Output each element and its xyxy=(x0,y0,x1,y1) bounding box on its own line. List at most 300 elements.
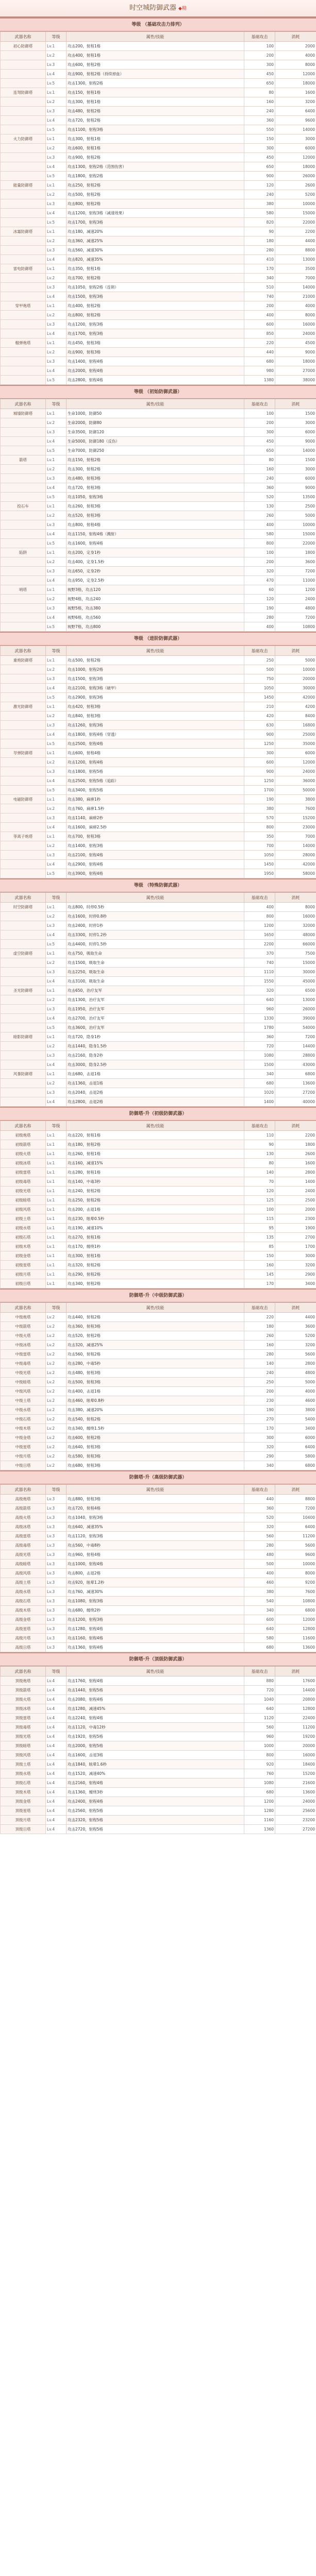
table-row xyxy=(1,758,316,767)
attribute-cell: 攻击400，射程2格 xyxy=(66,301,244,311)
base-attack-cell: 700 xyxy=(244,841,275,851)
attribute-cell: 攻击2400，时停1秒 xyxy=(66,921,244,930)
level-cell: Lv.1 xyxy=(46,1187,66,1196)
cost-cell: 27000 xyxy=(275,366,316,376)
attribute-cell: 攻击190，减速10% xyxy=(66,1224,244,1233)
base-attack-cell: 100 xyxy=(244,409,275,418)
attribute-cell: 攻击450，射程3格 xyxy=(66,338,244,348)
cost-cell: 14000 xyxy=(275,841,316,851)
level-cell: Lv.4 xyxy=(46,329,66,338)
weapon-name-cell xyxy=(1,776,46,786)
attribute-cell: 攻击400，击退1格 xyxy=(66,1387,244,1396)
weapon-name-cell xyxy=(1,804,46,814)
base-attack-cell: 1950 xyxy=(244,869,275,878)
base-attack-cell: 160 xyxy=(244,97,275,107)
weapon-name-cell: 初级土塔 xyxy=(1,1214,46,1224)
level-cell: Lv.2 xyxy=(46,97,66,107)
column-header: 消耗 xyxy=(275,1121,316,1131)
level-cell: Lv.4 xyxy=(46,1760,66,1769)
cost-cell: 7200 xyxy=(275,567,316,576)
section-header: 等级 （初始防御武器） xyxy=(0,385,316,399)
cost-cell: 2500 xyxy=(275,1196,316,1205)
weapon-table xyxy=(0,399,316,632)
base-attack-cell: 1120 xyxy=(244,1714,275,1723)
base-attack-cell: 760 xyxy=(244,1769,275,1778)
base-attack-cell: 1450 xyxy=(244,693,275,702)
level-cell: Lv.1 xyxy=(46,1261,66,1270)
column-header: 等级 xyxy=(46,1667,66,1676)
attribute-cell: 攻击1360，射程4格 xyxy=(66,1643,244,1652)
weapon-name-cell xyxy=(1,428,46,437)
table-row xyxy=(1,1741,316,1751)
weapon-name-cell xyxy=(1,674,46,684)
weapon-section xyxy=(0,878,316,1107)
base-attack-cell: 450 xyxy=(244,70,275,79)
table-row xyxy=(1,1270,316,1279)
table-row xyxy=(1,604,316,613)
section-header: 防御塔·升（顶级防御武器） xyxy=(0,1652,316,1666)
weapon-name-cell: 高级金塔 xyxy=(1,1615,46,1624)
base-attack-cell: 1200 xyxy=(244,921,275,930)
cost-cell: 3800 xyxy=(275,1405,316,1415)
weapon-name-cell: 初级星塔 xyxy=(1,1261,46,1270)
base-attack-cell: 1080 xyxy=(244,1051,275,1060)
table-row xyxy=(1,60,316,70)
weapon-name-cell: 顶级金塔 xyxy=(1,1797,46,1806)
column-header: 武器名称 xyxy=(1,32,46,42)
attribute-cell: 攻击1160，射程4格 xyxy=(66,1634,244,1643)
attribute-cell: 攻击580，射程3格 xyxy=(66,1452,244,1461)
level-cell: Lv.4 xyxy=(46,1769,66,1778)
base-attack-cell: 135 xyxy=(244,1233,275,1242)
attribute-cell: 攻击1080，射程3格 xyxy=(66,1597,244,1606)
weapon-name-cell: 连弩防御塔 xyxy=(1,88,46,97)
column-header: 消耗 xyxy=(275,1303,316,1313)
table-row xyxy=(1,1788,316,1797)
level-cell: Lv.2 xyxy=(46,958,66,968)
level-cell: Lv.3 xyxy=(46,1587,66,1597)
attribute-cell: 攻击1280，射程4格 xyxy=(66,1624,244,1634)
level-cell: Lv.3 xyxy=(46,1578,66,1587)
base-attack-cell: 140 xyxy=(244,1359,275,1368)
table-row xyxy=(1,576,316,585)
cost-cell: 22400 xyxy=(275,1714,316,1723)
level-cell: Lv.2 xyxy=(46,1452,66,1461)
cost-cell: 10000 xyxy=(275,665,316,674)
base-attack-cell: 640 xyxy=(244,1624,275,1634)
weapon-name-cell: 中级冰塔 xyxy=(1,1341,46,1350)
attribute-cell: 攻击1440，隐身1.5秒 xyxy=(66,1042,244,1051)
cost-cell: 8000 xyxy=(275,1569,316,1578)
attribute-cell: 攻击2900，射程4格 xyxy=(66,860,244,869)
cost-cell: 5200 xyxy=(275,190,316,199)
table-row xyxy=(1,1686,316,1695)
table-row xyxy=(1,968,316,977)
base-attack-cell: 650 xyxy=(244,79,275,88)
table-row xyxy=(1,1415,316,1424)
cost-cell: 58000 xyxy=(275,869,316,878)
cost-cell: 7200 xyxy=(275,613,316,622)
cost-cell: 3200 xyxy=(275,1261,316,1270)
table-row xyxy=(1,1461,316,1470)
base-attack-cell: 270 xyxy=(244,1415,275,1424)
cost-cell: 13000 xyxy=(275,995,316,1005)
column-header: 消耗 xyxy=(275,1485,316,1495)
level-cell: Lv.5 xyxy=(46,493,66,502)
attribute-cell: 攻击500，射程2格 xyxy=(66,190,244,199)
weapon-name-cell: 初级冰塔 xyxy=(1,1159,46,1168)
cost-cell: 12000 xyxy=(275,70,316,79)
base-attack-cell: 145 xyxy=(244,1270,275,1279)
level-cell: Lv.3 xyxy=(46,1643,66,1652)
weapon-name-cell: 中级星塔 xyxy=(1,1443,46,1452)
base-attack-cell: 1080 xyxy=(244,1778,275,1788)
base-attack-cell: 200 xyxy=(244,51,275,60)
table-row xyxy=(1,1541,316,1550)
cost-cell: 13600 xyxy=(275,1079,316,1088)
cost-cell: 7000 xyxy=(275,832,316,841)
base-attack-cell: 820 xyxy=(244,218,275,227)
level-cell: Lv.1 xyxy=(46,1270,66,1279)
level-cell: Lv.1 xyxy=(46,227,66,236)
table-row xyxy=(1,567,316,576)
table-row xyxy=(1,227,316,236)
level-cell: Lv.3 xyxy=(46,320,66,329)
cost-cell: 10800 xyxy=(275,1597,316,1606)
attribute-cell: 攻击960，射程4格 xyxy=(66,1550,244,1560)
base-attack-cell: 1450 xyxy=(244,860,275,869)
weapon-table xyxy=(0,31,316,385)
base-attack-cell: 360 xyxy=(244,1504,275,1513)
weapon-name-cell: 冰霜防御塔 xyxy=(1,227,46,236)
base-attack-cell: 1500 xyxy=(244,1060,275,1070)
table-row xyxy=(1,366,316,376)
attribute-cell: 攻击820，减速35% xyxy=(66,255,244,264)
attribute-cell: 攻击2320，射程5格 xyxy=(66,1816,244,1825)
base-attack-cell: 60 xyxy=(244,585,275,595)
weapon-name-cell xyxy=(1,758,46,767)
base-attack-cell: 520 xyxy=(244,493,275,502)
base-attack-cell: 640 xyxy=(244,995,275,1005)
weapon-name-cell: 高级水塔 xyxy=(1,1587,46,1597)
base-attack-cell: 90 xyxy=(244,1140,275,1149)
weapon-name-cell: 高级星塔 xyxy=(1,1624,46,1634)
weapon-name-cell xyxy=(1,274,46,283)
weapon-name-cell: 中级土塔 xyxy=(1,1396,46,1405)
column-header: 等级 xyxy=(46,893,66,903)
weapon-name-cell: 重炮防御塔 xyxy=(1,656,46,665)
level-cell: Lv.3 xyxy=(46,428,66,437)
column-header: 基础攻击 xyxy=(244,1485,275,1495)
base-attack-cell: 70 xyxy=(244,1177,275,1187)
level-cell: Lv.2 xyxy=(46,1461,66,1470)
level-cell: Lv.3 xyxy=(46,1541,66,1550)
level-cell: Lv.4 xyxy=(46,530,66,539)
base-attack-cell: 300 xyxy=(244,60,275,70)
level-cell: Lv.4 xyxy=(46,1723,66,1732)
weapon-name-cell: 高级雷塔 xyxy=(1,1532,46,1541)
table-row xyxy=(1,1014,316,1023)
level-cell: Lv.3 xyxy=(46,1504,66,1513)
table-row xyxy=(1,70,316,79)
cost-cell: 7600 xyxy=(275,804,316,814)
attribute-cell: 攻击1400，射程4格 xyxy=(66,357,244,366)
cost-cell: 2200 xyxy=(275,227,316,236)
weapon-name-cell: 高级石塔 xyxy=(1,1597,46,1606)
level-cell: Lv.4 xyxy=(46,730,66,739)
base-attack-cell: 800 xyxy=(244,912,275,921)
column-header: 基础攻击 xyxy=(244,646,275,656)
cost-cell: 4400 xyxy=(275,1313,316,1322)
table-row xyxy=(1,1242,316,1251)
weapon-name-cell: 导弹防御塔 xyxy=(1,749,46,758)
table-row xyxy=(1,311,316,320)
level-cell: Lv.1 xyxy=(46,749,66,758)
cost-cell: 22000 xyxy=(275,218,316,227)
column-header: 消耗 xyxy=(275,646,316,656)
base-attack-cell: 400 xyxy=(244,520,275,530)
weapon-name-cell: 中级光塔 xyxy=(1,1368,46,1378)
base-attack-cell: 250 xyxy=(244,656,275,665)
level-cell: Lv.2 xyxy=(46,1396,66,1405)
table-row xyxy=(1,749,316,758)
attribute-cell: 攻击1440，射程5格 xyxy=(66,1686,244,1695)
cost-cell: 38000 xyxy=(275,376,316,385)
base-attack-cell: 1360 xyxy=(244,1825,275,1834)
cost-cell: 21600 xyxy=(275,1778,316,1788)
table-row xyxy=(1,1279,316,1289)
table-row xyxy=(1,1233,316,1242)
attribute-cell: 攻击720，射程4格 xyxy=(66,1504,244,1513)
attribute-cell: 攻击200，击退1格 xyxy=(66,1205,244,1214)
cost-cell: 16000 xyxy=(275,320,316,329)
table-row xyxy=(1,1187,316,1196)
cost-cell: 8400 xyxy=(275,711,316,721)
cost-cell: 1500 xyxy=(275,455,316,465)
cost-cell: 4200 xyxy=(275,702,316,711)
table-row xyxy=(1,912,316,921)
table-row xyxy=(1,1643,316,1652)
weapon-name-cell: 风暴防御塔 xyxy=(1,1070,46,1079)
cost-cell: 30000 xyxy=(275,684,316,693)
level-cell: Lv.3 xyxy=(46,1634,66,1643)
level-cell: Lv.4 xyxy=(46,1714,66,1723)
weapon-name-cell xyxy=(1,684,46,693)
weapon-name-cell: 城墙防御塔 xyxy=(1,409,46,418)
level-cell: Lv.1 xyxy=(46,338,66,348)
level-cell: Lv.3 xyxy=(46,246,66,255)
attribute-cell: 攻击1700，射程3格 xyxy=(66,329,244,338)
attribute-cell: 攻击1800，射程2格 xyxy=(66,172,244,181)
weapon-name-cell xyxy=(1,823,46,832)
attribute-cell: 攻击300，射程2格 xyxy=(66,465,244,474)
cost-cell: 1600 xyxy=(275,88,316,97)
weapon-name-cell: 初级水塔 xyxy=(1,1224,46,1233)
weapon-name-cell: 顶级土塔 xyxy=(1,1760,46,1769)
weapon-name-cell xyxy=(1,107,46,116)
table-row xyxy=(1,930,316,940)
attribute-cell: 视野7格，攻击800 xyxy=(66,622,244,632)
weapon-name-cell: 高级箭塔 xyxy=(1,1504,46,1513)
base-attack-cell: 600 xyxy=(244,758,275,767)
weapon-name-cell xyxy=(1,912,46,921)
table-row xyxy=(1,428,316,437)
base-attack-cell: 920 xyxy=(244,1760,275,1769)
attribute-cell: 攻击270，射程1格 xyxy=(66,1233,244,1242)
weapon-name-cell xyxy=(1,162,46,172)
weapon-name-cell xyxy=(1,437,46,446)
cost-cell: 25600 xyxy=(275,1806,316,1816)
level-cell: Lv.1 xyxy=(46,1032,66,1042)
table-row xyxy=(1,921,316,930)
base-attack-cell: 130 xyxy=(244,502,275,511)
weapon-name-cell xyxy=(1,320,46,329)
cost-cell: 27200 xyxy=(275,1088,316,1097)
attribute-cell: 攻击1040，射程3格 xyxy=(66,1513,244,1522)
table-row xyxy=(1,153,316,162)
attribute-cell: 攻击1300，治疗友军 xyxy=(66,995,244,1005)
base-attack-cell: 300 xyxy=(244,144,275,153)
base-attack-cell: 170 xyxy=(244,264,275,274)
level-cell: Lv.1 xyxy=(46,1070,66,1079)
weapon-name-cell: 初级暗塔 xyxy=(1,1196,46,1205)
table-row xyxy=(1,502,316,511)
level-cell: Lv.4 xyxy=(46,1741,66,1751)
level-cell: Lv.1 xyxy=(46,548,66,557)
attribute-cell: 攻击2160，隐身2秒 xyxy=(66,1051,244,1060)
table-row xyxy=(1,320,316,329)
weapon-name-cell: 高级风塔 xyxy=(1,1569,46,1578)
page-title-text: 时空城防御武器 xyxy=(129,4,177,12)
attribute-cell: 攻击3000，隐身2.5秒 xyxy=(66,1060,244,1070)
base-attack-cell: 600 xyxy=(244,1615,275,1624)
level-cell: Lv.5 xyxy=(46,940,66,949)
table-row xyxy=(1,1797,316,1806)
base-attack-cell: 740 xyxy=(244,958,275,968)
base-attack-cell: 290 xyxy=(244,1452,275,1461)
attribute-cell: 攻击1950，治疗友军 xyxy=(66,1005,244,1014)
base-attack-cell: 260 xyxy=(244,1331,275,1341)
level-cell: Lv.3 xyxy=(46,1560,66,1569)
column-header: 消耗 xyxy=(275,893,316,903)
weapon-name-cell: 中级水塔 xyxy=(1,1405,46,1415)
attribute-cell: 攻击800，时停0.5秒 xyxy=(66,903,244,912)
weapon-name-cell xyxy=(1,814,46,823)
level-cell: Lv.4 xyxy=(46,977,66,986)
table-row xyxy=(1,841,316,851)
table-row xyxy=(1,107,316,116)
table-row xyxy=(1,1778,316,1788)
table-row xyxy=(1,190,316,199)
weapon-name-cell xyxy=(1,767,46,776)
table-row xyxy=(1,1378,316,1387)
table-row xyxy=(1,1097,316,1107)
level-cell: Lv.2 xyxy=(46,1359,66,1368)
cost-cell: 2200 xyxy=(275,1131,316,1140)
base-attack-cell: 2200 xyxy=(244,940,275,949)
weapon-name-cell: 初级风塔 xyxy=(1,1205,46,1214)
table-row xyxy=(1,1695,316,1704)
table-row xyxy=(1,88,316,97)
weapon-section xyxy=(0,1289,316,1470)
table-row xyxy=(1,1760,316,1769)
level-cell: Lv.4 xyxy=(46,366,66,376)
table-row xyxy=(1,1704,316,1714)
cost-cell: 39000 xyxy=(275,1014,316,1023)
cost-cell: 20000 xyxy=(275,674,316,684)
weapon-name-cell: 初级毒塔 xyxy=(1,1177,46,1187)
cost-cell: 15200 xyxy=(275,814,316,823)
cost-cell: 4800 xyxy=(275,1368,316,1378)
cost-cell: 7600 xyxy=(275,1587,316,1597)
cost-cell: 10000 xyxy=(275,199,316,209)
weapon-name-cell xyxy=(1,539,46,548)
cost-cell: 42000 xyxy=(275,693,316,702)
cost-cell: 6800 xyxy=(275,1461,316,1470)
level-cell: Lv.3 xyxy=(46,357,66,366)
table-row xyxy=(1,1224,316,1233)
table-row xyxy=(1,1032,316,1042)
cost-cell: 13600 xyxy=(275,1643,316,1652)
weapon-name-cell: 高级炮塔 xyxy=(1,1495,46,1504)
attribute-cell: 攻击680，射程3格 xyxy=(66,1461,244,1470)
weapon-name-cell: 初级月塔 xyxy=(1,1270,46,1279)
table-row xyxy=(1,1350,316,1359)
base-attack-cell: 800 xyxy=(244,823,275,832)
weapon-name-cell xyxy=(1,1005,46,1014)
attribute-cell: 攻击1700，射程3格 xyxy=(66,218,244,227)
weapon-name-cell xyxy=(1,860,46,869)
level-cell: Lv.4 xyxy=(46,1704,66,1714)
weapon-name-cell xyxy=(1,665,46,674)
base-attack-cell: 650 xyxy=(244,162,275,172)
quality-tag: ◆精 xyxy=(178,6,187,11)
weapon-name-cell: 顶级冰塔 xyxy=(1,1704,46,1714)
base-attack-cell: 1250 xyxy=(244,739,275,749)
level-cell: Lv.4 xyxy=(46,823,66,832)
base-attack-cell: 520 xyxy=(244,1513,275,1522)
attribute-cell: 攻击650，治疗友军 xyxy=(66,986,244,995)
attribute-cell: 攻击380，麻痹1秒 xyxy=(66,795,244,804)
base-attack-cell: 170 xyxy=(244,1424,275,1433)
level-cell: Lv.2 xyxy=(46,1405,66,1415)
level-cell: Lv.3 xyxy=(46,1624,66,1634)
attribute-cell: 攻击3400，射程5格 xyxy=(66,786,244,795)
cost-cell: 10000 xyxy=(275,1560,316,1569)
cost-cell: 66000 xyxy=(275,940,316,949)
base-attack-cell: 980 xyxy=(244,366,275,376)
base-attack-cell: 800 xyxy=(244,1751,275,1760)
base-attack-cell: 250 xyxy=(244,1378,275,1387)
table-row xyxy=(1,665,316,674)
table-row xyxy=(1,437,316,446)
base-attack-cell: 200 xyxy=(244,418,275,428)
attribute-cell: 攻击1000，射程4格 xyxy=(66,1560,244,1569)
table-row xyxy=(1,264,316,274)
level-cell: Lv.2 xyxy=(46,348,66,357)
weapon-name-cell xyxy=(1,329,46,338)
cost-cell: 9000 xyxy=(275,483,316,493)
table-row xyxy=(1,1359,316,1368)
column-header: 属性/技能 xyxy=(66,1303,244,1313)
level-cell: Lv.4 xyxy=(46,1816,66,1825)
attribute-cell: 攻击800，射程2格 xyxy=(66,199,244,209)
level-cell: Lv.2 xyxy=(46,995,66,1005)
attribute-cell: 攻击2250，吸取生命 xyxy=(66,968,244,977)
attribute-cell: 视野5格，攻击380 xyxy=(66,604,244,613)
cost-cell: 4000 xyxy=(275,1387,316,1396)
table-row xyxy=(1,1251,316,1261)
